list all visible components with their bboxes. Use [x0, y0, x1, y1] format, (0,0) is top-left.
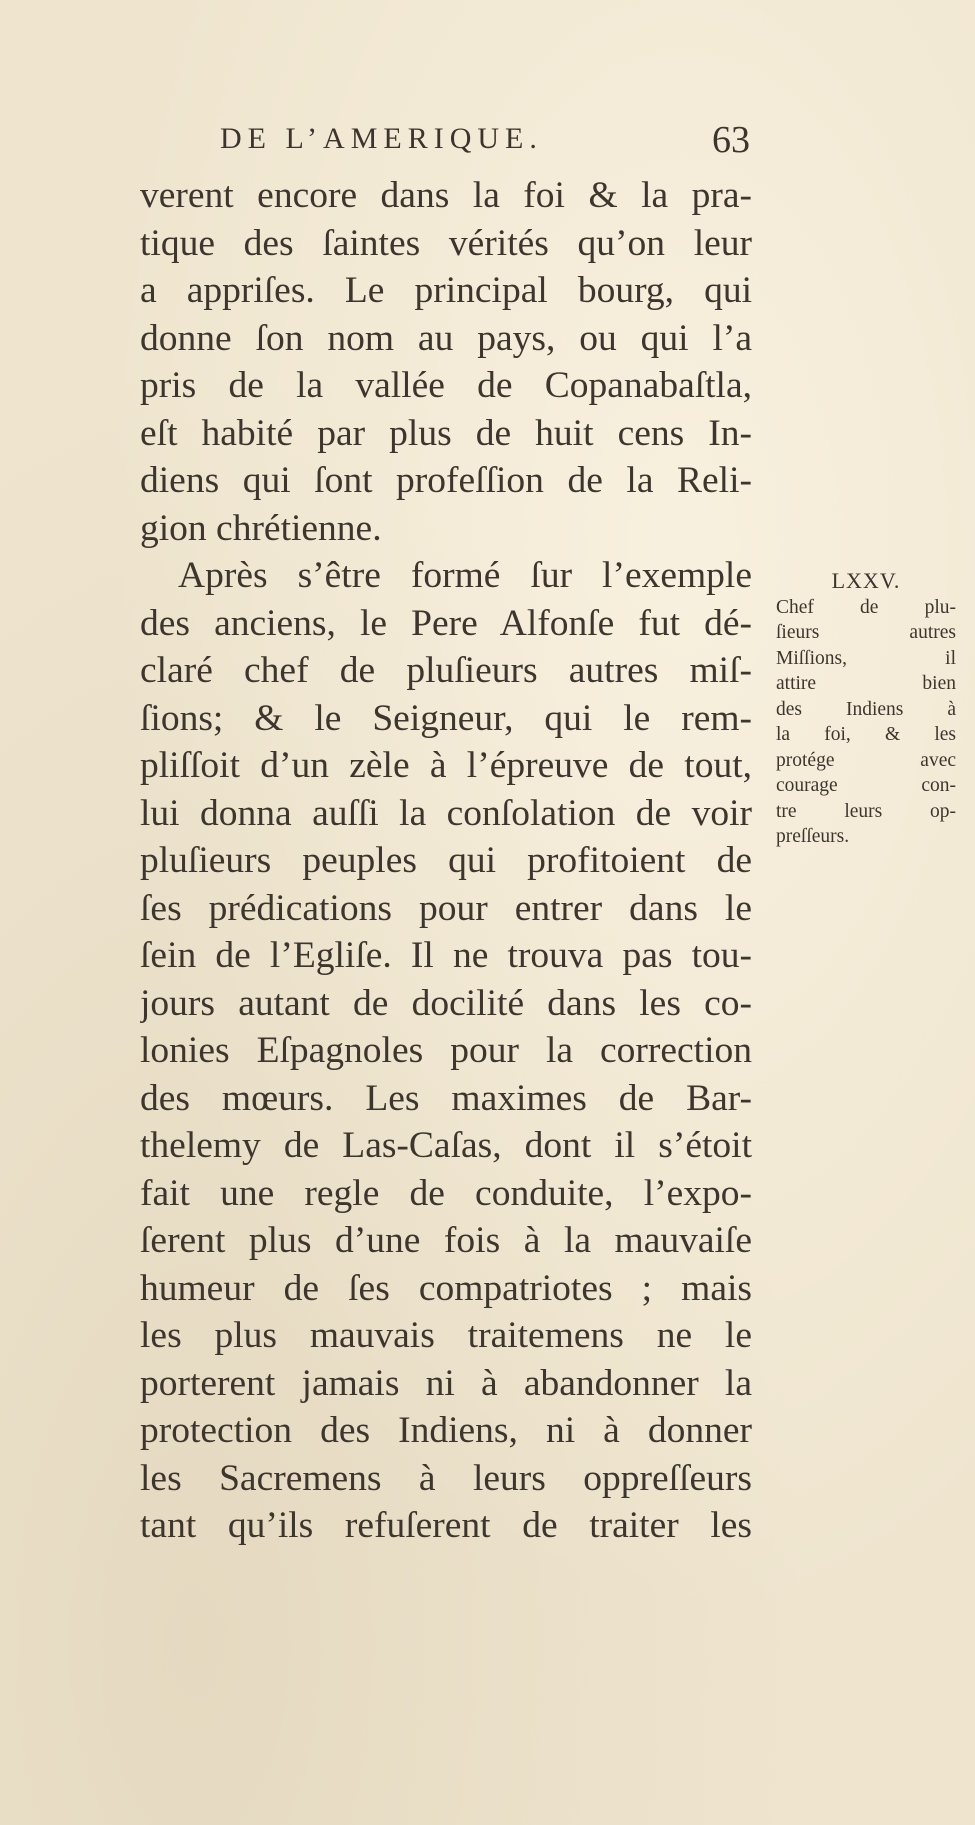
- text-line: porterent jamais ni à abandonner la: [140, 1362, 752, 1404]
- running-title: DE L’AMERIQUE.: [220, 122, 543, 155]
- text-line: lonies Eſpagnoles pour la correction: [140, 1030, 752, 1071]
- text-line: thelemy de Las-Caſas, dont il s’étoit: [140, 1125, 752, 1166]
- text-line: des anciens, le Pere Alfonſe fut dé-: [140, 602, 752, 644]
- text-line: ſions; & le Seigneur, qui le rem-: [140, 697, 752, 739]
- marginal-note-line: Miſſions, il: [776, 647, 956, 669]
- text-line: ſein de l’Egliſe. Il ne trouva pas tou-: [140, 935, 752, 976]
- text-line: les Sacremens à leurs oppreſſeurs: [140, 1457, 752, 1499]
- text-line: ſerent plus d’une fois à la mauvaiſe: [140, 1220, 752, 1261]
- marginal-note-line: preſſeurs.: [776, 826, 850, 847]
- marginal-note-line: protége avec: [776, 749, 956, 771]
- running-header: [220, 118, 750, 168]
- text-line: fait une regle de conduite, l’expo-: [140, 1172, 752, 1214]
- text-line: humeur de ſes compatriotes ; mais: [140, 1267, 752, 1309]
- marginal-note: [776, 568, 956, 850]
- marginal-note-line: la foi, & les: [776, 724, 956, 745]
- text-line: tant qu’ils refuſerent de traiter les: [140, 1505, 752, 1546]
- marginal-note-line: ſieurs autres: [776, 622, 956, 643]
- main-text-block: [140, 172, 752, 1550]
- text-line: eſt habité par plus de huit cens In-: [140, 412, 752, 454]
- marginal-note-line: des Indiens à: [776, 698, 956, 720]
- text-line: les plus mauvais traitemens ne le: [140, 1315, 752, 1356]
- text-line: verent encore dans la foi & la pra-: [140, 175, 752, 216]
- text-line: pris de la vallée de Copanabaſtla,: [140, 365, 752, 406]
- text-line: pluſieurs peuples qui profitoient de: [140, 840, 752, 881]
- text-line: des mœurs. Les maximes de Bar-: [140, 1077, 752, 1119]
- text-line: claré chef de pluſieurs autres miſ-: [140, 650, 752, 691]
- text-line: jours autant de docilité dans les co-: [140, 982, 752, 1024]
- marginal-note-line: courage con-: [776, 775, 956, 796]
- marginal-note-line: Chef de plu-: [776, 596, 956, 618]
- marginal-note-number: LXXV.: [831, 568, 901, 593]
- marginal-note-line: tre leurs op-: [776, 800, 956, 822]
- marginal-note-line: attire bien: [776, 673, 956, 694]
- text-line: pliſſoit d’un zèle à l’épreuve de tout,: [140, 745, 752, 786]
- text-line: ſes prédications pour entrer dans le: [140, 887, 752, 929]
- page-number: 63: [712, 119, 750, 161]
- text-line: tique des ſaintes vérités qu’on leur: [140, 222, 752, 264]
- text-line: lui donna auſſi la conſolation de voir: [140, 792, 752, 834]
- text-line: a appriſes. Le principal bourg, qui: [140, 270, 752, 311]
- text-line: gion chrétienne.: [140, 507, 382, 549]
- text-line: Après s’être formé ſur l’exemple: [178, 555, 752, 596]
- text-line: donne ſon nom au pays, ou qui l’a: [140, 317, 752, 359]
- text-line: protection des Indiens, ni à donner: [140, 1410, 752, 1451]
- text-line: diens qui ſont profeſſion de la Reli-: [140, 460, 752, 501]
